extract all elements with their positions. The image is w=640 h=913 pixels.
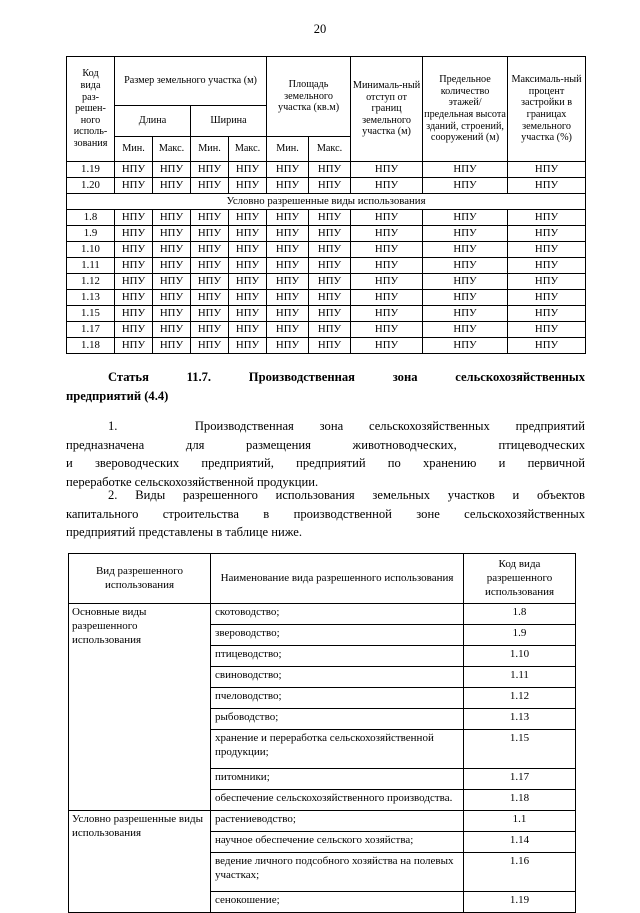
use-name: рыбоводство; xyxy=(211,708,464,729)
row-code: 1.20 xyxy=(67,178,115,194)
use-code: 1.15 xyxy=(464,729,576,768)
row-value: НПУ xyxy=(153,258,191,274)
row-value: НПУ xyxy=(153,274,191,290)
use-code: 1.13 xyxy=(464,708,576,729)
paragraph-2 xyxy=(66,486,585,542)
row-code: 1.13 xyxy=(67,290,115,306)
use-code: 1.10 xyxy=(464,645,576,666)
table-row xyxy=(67,322,586,338)
row-value: НПУ xyxy=(423,290,508,306)
article-heading xyxy=(66,368,585,405)
row-value: НПУ xyxy=(309,322,351,338)
header-area-cell: Площадь земельного участка (кв.м) xyxy=(267,57,351,137)
row-value: НПУ xyxy=(191,322,229,338)
table-row xyxy=(67,274,586,290)
table-row xyxy=(69,603,576,624)
row-code: 1.15 xyxy=(67,306,115,322)
row-value: НПУ xyxy=(115,258,153,274)
row-value: НПУ xyxy=(508,178,586,194)
permitted-use-table xyxy=(68,553,576,913)
use-code: 1.9 xyxy=(464,624,576,645)
parameters-table-container xyxy=(66,56,585,354)
use-code: 1.12 xyxy=(464,687,576,708)
row-value: НПУ xyxy=(267,338,309,354)
row-value: НПУ xyxy=(267,322,309,338)
row-value: НПУ xyxy=(309,338,351,354)
row-value: НПУ xyxy=(191,210,229,226)
use-name: скотоводство; xyxy=(211,603,464,624)
row-value: НПУ xyxy=(351,322,423,338)
paragraph-2-line-2: капитального строительства в производственной зоне сельскохозяйственных xyxy=(66,506,585,521)
row-value: НПУ xyxy=(115,338,153,354)
use-name: питомники; xyxy=(211,768,464,789)
group-title-conditional: Условно разрешенные виды использования xyxy=(69,810,211,912)
row-value: НПУ xyxy=(153,242,191,258)
row-value: НПУ xyxy=(153,290,191,306)
header-width-min-cell: Мин. xyxy=(191,137,229,162)
use-name: растениеводство; xyxy=(211,810,464,831)
row-value: НПУ xyxy=(115,210,153,226)
row-value: НПУ xyxy=(267,274,309,290)
use-name: звероводство; xyxy=(211,624,464,645)
table-row xyxy=(67,226,586,242)
row-value: НПУ xyxy=(309,274,351,290)
row-value: НПУ xyxy=(309,210,351,226)
row-value: НПУ xyxy=(191,162,229,178)
header-floors-cell: Предельное количество этажей/ предельная высота зданий, строений, сооружений (м) xyxy=(423,57,508,162)
row-value: НПУ xyxy=(508,162,586,178)
row-value: НПУ xyxy=(267,242,309,258)
header-area-min-cell: Мин. xyxy=(267,137,309,162)
row-value: НПУ xyxy=(309,162,351,178)
paragraph-1-line-2: предназначена для размещения животноводческих, птицеводческих xyxy=(66,437,585,452)
use-code: 1.14 xyxy=(464,831,576,852)
row-value: НПУ xyxy=(351,242,423,258)
header-use-code-cell: Код вида разрешенного использования xyxy=(464,554,576,604)
table-header-row-1 xyxy=(67,57,586,106)
row-value: НПУ xyxy=(229,210,267,226)
header-use-type-cell: Вид разрешенного использования xyxy=(69,554,211,604)
row-value: НПУ xyxy=(267,290,309,306)
header-code-line-4: решен- xyxy=(75,103,106,115)
use-name: научное обеспечение сельского хозяйства; xyxy=(211,831,464,852)
use-name: свиноводство; xyxy=(211,666,464,687)
table-row xyxy=(67,338,586,354)
row-value: НПУ xyxy=(153,210,191,226)
row-value: НПУ xyxy=(229,178,267,194)
header-code-cell xyxy=(67,57,115,162)
row-value: НПУ xyxy=(191,178,229,194)
article-heading-line-1: Статья 11.7. Производственная зона сельскохозяйственных xyxy=(108,370,585,384)
use-name: птицеводство; xyxy=(211,645,464,666)
row-code: 1.17 xyxy=(67,322,115,338)
row-value: НПУ xyxy=(351,226,423,242)
row-value: НПУ xyxy=(229,242,267,258)
row-value: НПУ xyxy=(351,290,423,306)
row-value: НПУ xyxy=(351,274,423,290)
row-value: НПУ xyxy=(508,242,586,258)
row-value: НПУ xyxy=(309,306,351,322)
table-row xyxy=(67,242,586,258)
row-value: НПУ xyxy=(423,258,508,274)
row-value: НПУ xyxy=(153,322,191,338)
row-value: НПУ xyxy=(115,290,153,306)
row-value: НПУ xyxy=(115,226,153,242)
use-code: 1.17 xyxy=(464,768,576,789)
header-length-max-cell: Макс. xyxy=(153,137,191,162)
header-width-max-cell: Макс. xyxy=(229,137,267,162)
row-value: НПУ xyxy=(423,322,508,338)
paragraph-1-line-1 xyxy=(66,417,585,436)
paragraph-1-line-4: переработке сельскохозяйственной продукции. xyxy=(66,474,319,489)
row-value: НПУ xyxy=(153,178,191,194)
header-code-line-6: исполь- xyxy=(73,126,108,138)
row-value: НПУ xyxy=(153,162,191,178)
table-row xyxy=(67,210,586,226)
row-code: 1.10 xyxy=(67,242,115,258)
row-value: НПУ xyxy=(508,322,586,338)
use-name: хранение и переработка сельскохозяйственной продукции; xyxy=(211,729,464,768)
paragraph-2-line-3: предприятий представлены в таблице ниже. xyxy=(66,525,302,540)
row-value: НПУ xyxy=(191,242,229,258)
row-value: НПУ xyxy=(191,306,229,322)
paragraph-2-number: 2. xyxy=(108,488,118,502)
article-heading-line-2: предприятий (4.4) xyxy=(66,388,169,403)
table-row xyxy=(67,162,586,178)
row-code: 1.11 xyxy=(67,258,115,274)
row-value: НПУ xyxy=(423,178,508,194)
use-code: 1.16 xyxy=(464,852,576,891)
header-setback-cell: Минималь-ный отступ от границ земельного участка (м) xyxy=(351,57,423,162)
row-value: НПУ xyxy=(229,274,267,290)
parameters-table xyxy=(66,56,586,354)
row-value: НПУ xyxy=(229,322,267,338)
header-builtup-cell: Максималь-ный процент застройки в границах земельного участка (%) xyxy=(508,57,586,162)
header-area-max-cell: Макс. xyxy=(309,137,351,162)
row-value: НПУ xyxy=(115,178,153,194)
header-code-line-7: зования xyxy=(73,137,108,149)
row-code: 1.12 xyxy=(67,274,115,290)
row-value: НПУ xyxy=(191,258,229,274)
paragraph-2-text-1: Виды разрешенного использования земельных участков и объектов xyxy=(135,488,585,502)
row-value: НПУ xyxy=(153,306,191,322)
use-name: пчеловодство; xyxy=(211,687,464,708)
row-value: НПУ xyxy=(267,210,309,226)
row-value: НПУ xyxy=(309,258,351,274)
header-code-line-1: Код xyxy=(82,68,99,80)
header-size-cell: Размер земельного участка (м) xyxy=(115,57,267,106)
table-row xyxy=(67,290,586,306)
row-value: НПУ xyxy=(229,226,267,242)
row-value: НПУ xyxy=(508,338,586,354)
row-value: НПУ xyxy=(153,226,191,242)
header-code-line-5: ного xyxy=(80,114,101,126)
separator-label: Условно разрешенные виды использования xyxy=(67,194,586,210)
row-code: 1.18 xyxy=(67,338,115,354)
paragraph-1 xyxy=(66,417,585,491)
permitted-use-table-container xyxy=(68,553,575,913)
paragraph-1-number: 1. xyxy=(108,419,118,433)
row-value: НПУ xyxy=(229,290,267,306)
table-separator-row xyxy=(67,194,586,210)
row-value: НПУ xyxy=(115,274,153,290)
header-use-name-cell: Наименование вида разрешенного использования xyxy=(211,554,464,604)
use-code: 1.19 xyxy=(464,891,576,912)
row-value: НПУ xyxy=(115,306,153,322)
row-value: НПУ xyxy=(191,274,229,290)
row-value: НПУ xyxy=(423,338,508,354)
use-code: 1.8 xyxy=(464,603,576,624)
table-header-row xyxy=(69,554,576,604)
paragraph-1-text-1: Производственная зона сельскохозяйственных предприятий xyxy=(194,419,585,433)
header-length-min-cell: Мин. xyxy=(115,137,153,162)
row-value: НПУ xyxy=(229,258,267,274)
row-value: НПУ xyxy=(191,226,229,242)
row-value: НПУ xyxy=(267,226,309,242)
row-value: НПУ xyxy=(309,178,351,194)
table-row xyxy=(67,306,586,322)
row-value: НПУ xyxy=(267,178,309,194)
row-value: НПУ xyxy=(309,226,351,242)
header-code-line-2: вида xyxy=(80,80,101,92)
row-value: НПУ xyxy=(153,338,191,354)
row-value: НПУ xyxy=(508,210,586,226)
row-value: НПУ xyxy=(351,210,423,226)
row-value: НПУ xyxy=(508,290,586,306)
use-code: 1.18 xyxy=(464,789,576,810)
table-row xyxy=(67,258,586,274)
page-number: 20 xyxy=(313,22,327,36)
row-value: НПУ xyxy=(115,242,153,258)
row-value: НПУ xyxy=(115,322,153,338)
row-code: 1.19 xyxy=(67,162,115,178)
row-value: НПУ xyxy=(508,226,586,242)
row-value: НПУ xyxy=(229,306,267,322)
row-value: НПУ xyxy=(229,162,267,178)
row-value: НПУ xyxy=(351,178,423,194)
use-code: 1.1 xyxy=(464,810,576,831)
row-value: НПУ xyxy=(423,306,508,322)
row-value: НПУ xyxy=(423,274,508,290)
row-value: НПУ xyxy=(351,338,423,354)
row-value: НПУ xyxy=(191,290,229,306)
use-code: 1.11 xyxy=(464,666,576,687)
row-value: НПУ xyxy=(267,306,309,322)
row-value: НПУ xyxy=(229,338,267,354)
row-code: 1.9 xyxy=(67,226,115,242)
header-length-cell: Длина xyxy=(115,106,191,137)
row-value: НПУ xyxy=(508,274,586,290)
row-value: НПУ xyxy=(508,258,586,274)
row-value: НПУ xyxy=(267,162,309,178)
paragraph-2-line-1 xyxy=(66,486,585,505)
header-width-cell: Ширина xyxy=(191,106,267,137)
use-name: сенокошение; xyxy=(211,891,464,912)
row-value: НПУ xyxy=(423,210,508,226)
table-row xyxy=(69,810,576,831)
group-title-main: Основные виды разрешенного использования xyxy=(69,603,211,810)
table-row xyxy=(67,178,586,194)
row-value: НПУ xyxy=(423,226,508,242)
row-value: НПУ xyxy=(351,258,423,274)
row-value: НПУ xyxy=(191,338,229,354)
row-value: НПУ xyxy=(351,162,423,178)
row-value: НПУ xyxy=(423,162,508,178)
row-value: НПУ xyxy=(309,290,351,306)
paragraph-1-line-3: и звероводческих предприятий, предприятий по хранению и первичной xyxy=(66,456,585,471)
use-name: обеспечение сельскохозяйственного производства. xyxy=(211,789,464,810)
row-value: НПУ xyxy=(115,162,153,178)
row-value: НПУ xyxy=(423,242,508,258)
row-value: НПУ xyxy=(508,306,586,322)
use-name: ведение личного подсобного хозяйства на полевых участках; xyxy=(211,852,464,891)
row-value: НПУ xyxy=(351,306,423,322)
row-code: 1.8 xyxy=(67,210,115,226)
row-value: НПУ xyxy=(309,242,351,258)
header-code-line-3: раз- xyxy=(81,91,100,103)
row-value: НПУ xyxy=(267,258,309,274)
